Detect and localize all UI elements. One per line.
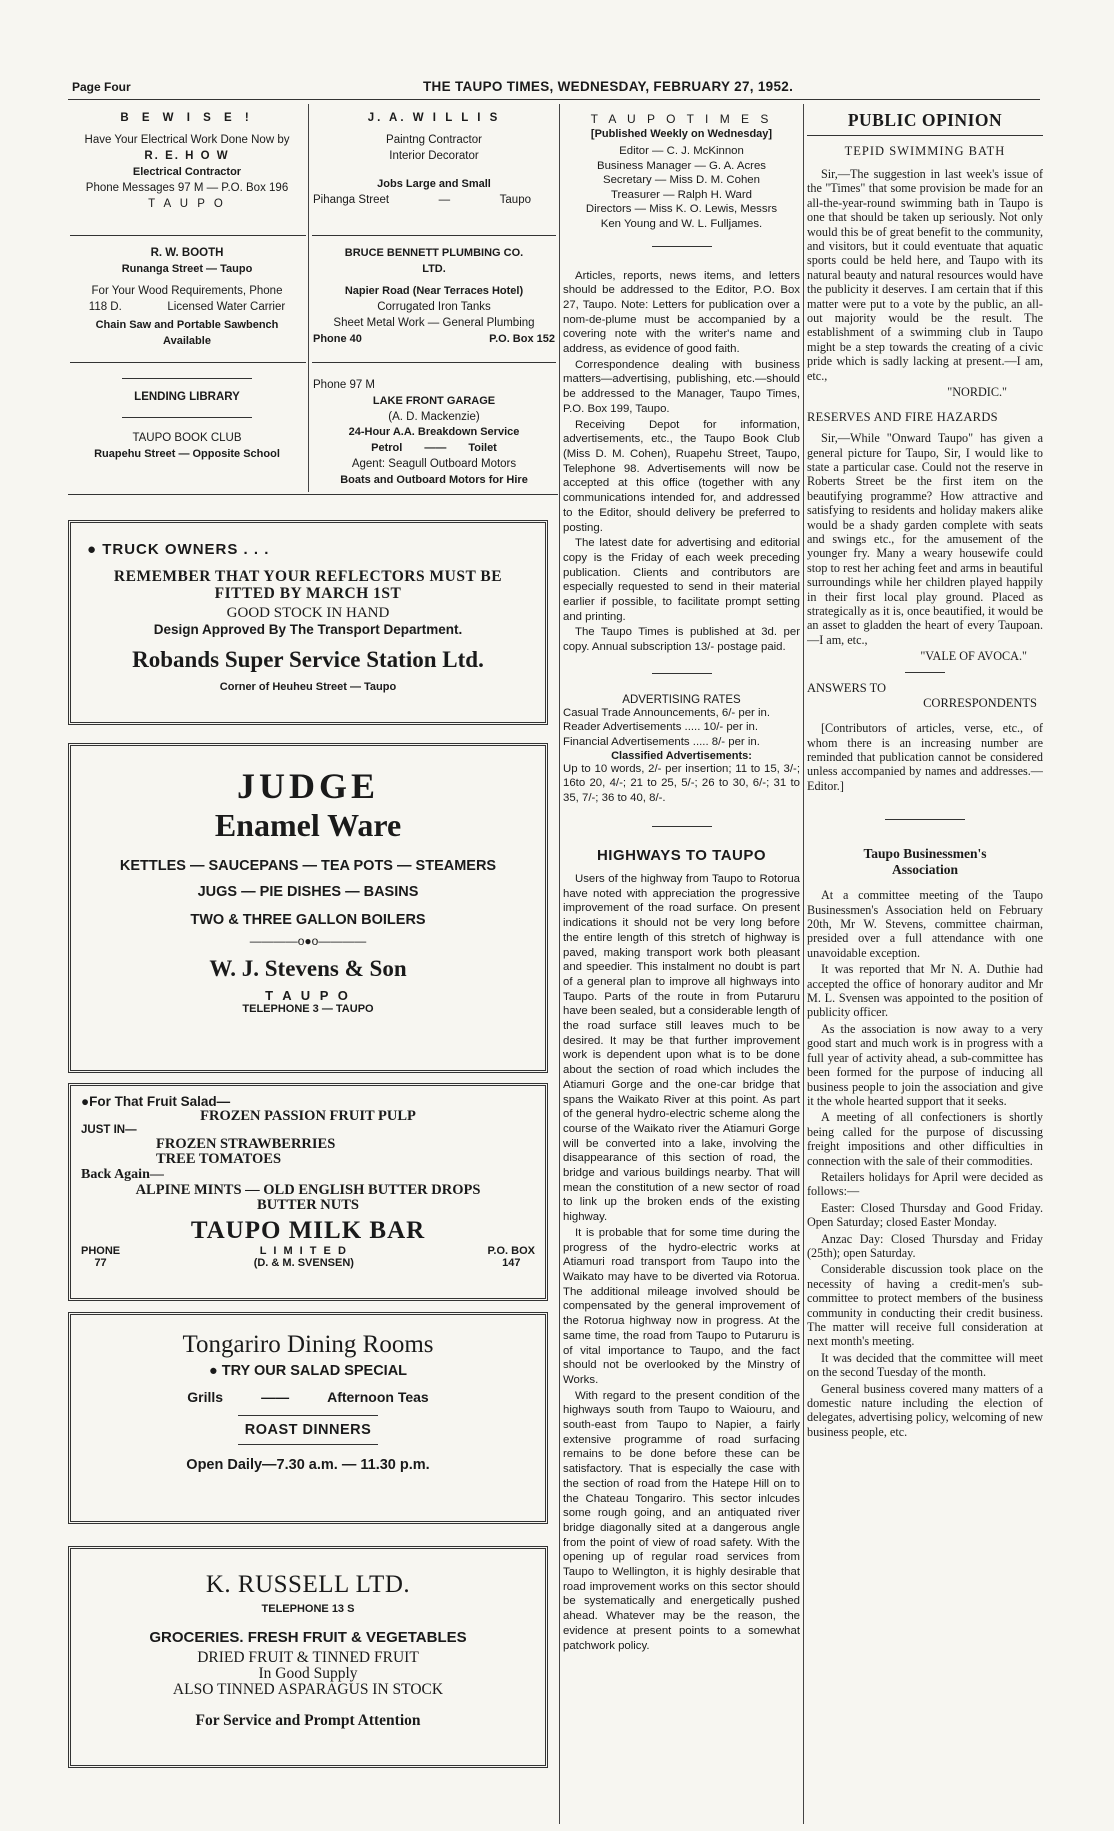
willis-role1: Paintng Contractor	[386, 134, 482, 146]
letter2-title: RESERVES AND FIRE HAZARDS	[807, 410, 998, 425]
robands-fitted: FITTED BY MARCH 1ST	[214, 585, 402, 602]
booth-street: Runanga Street — Taupo	[121, 263, 253, 275]
garage-petrol-row	[311, 441, 557, 457]
bennett-box: P.O. Box 152	[489, 333, 555, 345]
letter1: Sir,—The suggestion in last week's issue of the "Times" that some provision be made for an all-the-year-round swimming bath in Taupo is one that should be taken up seriously. Not only would this be of great benefit to the community, and visitors, but it could eventuate that aquatic sports could be held here, and Taupo with its natural beauty and natural resources would have the publicity it deserves. I am certain that if this matter were put to a vote by the public, an all-out majority would be the result. The establishment of a swimming club in Taupo might be a step towards the creating of a civic pride which is sadly lacking at present.—I am, etc.,	[807, 167, 1043, 383]
opinion-title: PUBLIC OPINION	[847, 110, 1003, 130]
willis-address	[311, 192, 557, 208]
robands-remember: REMEMBER THAT YOUR REFLECTORS MUST BE	[113, 568, 503, 585]
garage-owner: (A. D. Mackenzie)	[388, 410, 480, 423]
staff-line: Treasurer — Ralph H. Ward	[611, 188, 752, 201]
judge-line3: TWO & THREE GALLON BOILERS	[190, 912, 426, 928]
russell-groceries: GROCERIES. FRESH FRUIT & VEGETABLES	[149, 1629, 467, 1646]
willis-role2: Interior Decorator	[389, 150, 479, 162]
booth-saw-available: Available	[163, 335, 211, 347]
milk-owners: (D. & M. SVENSEN)	[253, 1257, 354, 1269]
judge-title: JUDGE	[236, 766, 379, 806]
milk-box-block: P.O. BOX 147	[487, 1245, 535, 1269]
rate-line: Financial Advertisements ..... 8/- per in.	[563, 736, 760, 749]
be-wise-town: T A U P O	[148, 198, 226, 210]
column-rule	[308, 104, 309, 492]
robands-name: Robands Super Service Station Ltd.	[132, 647, 484, 672]
bullet-icon: ●	[87, 541, 98, 558]
russell-dried: DRIED FRUIT & TINNED FRUIT	[197, 1649, 419, 1666]
report-paragraph: As the association is now away to a very good start and much work is in progress with a full year of activity ahead, a sub-committee has been formed for the purpose of inducing all business people to join the association and give it the whole hearted support that it seeks.	[807, 1021, 1043, 1108]
milk-phone-block: PHONE 77	[81, 1245, 121, 1269]
staff-line: Ken Young and W. L. Fulljames.	[600, 217, 763, 230]
milk-name: TAUPO MILK BAR	[190, 1217, 426, 1244]
ad-tongariro	[68, 1312, 548, 1524]
library-title: LENDING LIBRARY	[134, 391, 240, 403]
highways-title: HIGHWAYS TO TAUPO	[596, 847, 767, 865]
willis-tagline: Jobs Large and Small	[377, 178, 491, 190]
notice-paragraph: Articles, reports, news items, and letters should be addressed to the Editor, P.O. Box 27, Taupo. Note: Letters for publication over a nom-de-plume must be accompanied by a covering note with the writer's name and address, as evidence of good faith.	[563, 269, 800, 356]
article-paragraph: With regard to the present condition of the highways south from Taupo to Waiouru, and south-east from Taupo to Napier, a fairly extensive programme of road surfacing remains to be done before these can be satisfactory. That is especially the case with the section of road from the Hatepe Hill on to the Chateau Tongariro. This sector inlcudes some rough going, and an antiquated river bridge diagonally sited at a dangerous angle from the point of view of road safety. With the opening up of regular road services from Taupo to Wellington, it is highly desirable that road improvement works on this sector should be systematically and energetically pushed ahead. Whatever may be the reason, the evidence at present points to a somewhat patchwork policy.	[563, 1389, 800, 1652]
letter2: Sir,—While "Onward Taupo" has given a general picture for Taupo, Sir, I would like to state a particular case. Could not the reserve in Roberts Street be the first item on the beautifying programme? How attractive and satisfying to residents and holiday makers alike would be a shady garden complete with seats and swings etc., for the amusement of the younger fry. Many a weary housewife could stop to rest her aching feet and arms in beautiful surroundings while her children played happily in their first local play ground. Placed as strategically as it is, once beautified, it would be an asset to gladden the heart of every Taupoan.—I am, etc.,	[807, 431, 1043, 647]
booth-phone-row	[66, 299, 308, 315]
booth-saw: Chain Saw and Portable Sawbench	[95, 319, 279, 331]
milk-nuts: BUTTER NUTS	[257, 1197, 359, 1213]
report-paragraph: Retailers holidays for April were decided as follows:—	[807, 1169, 1043, 1199]
masthead: THE TAUPO TIMES, WEDNESDAY, FEBRUARY 27, 1952.	[423, 79, 794, 94]
russell-service: For Service and Prompt Attention	[195, 1712, 421, 1729]
highways-article	[563, 872, 800, 1653]
willis-name: J. A. W I L L I S	[367, 112, 501, 124]
booth-phone: 118 D.	[88, 301, 122, 313]
judge-phone: TELEPHONE 3 — TAUPO	[242, 1003, 374, 1015]
notice-paragraph: Correspondence dealing with business matters—advertising, publishing, etc.—should be addressed to the Manager, Taupo Times, P.O. Box 199, Taupo.	[563, 358, 800, 415]
russell-supply: In Good Supply	[258, 1665, 358, 1682]
judge-town: T A U P O	[265, 988, 351, 1003]
report-paragraph: It was reported that Mr N. A. Duthie had accepted the office of honorary auditor and Mr M. L. Svensen was appointed to the position of publicity officer.	[807, 962, 1043, 1020]
answers: [Contributors of articles, verse, etc., of whom there is an increasing number are reminded that publication cannot be considered unless accompanied by names and addresses.—Editor.]	[807, 721, 1043, 793]
ad-milk-bar	[68, 1083, 548, 1301]
times-notice	[563, 269, 800, 655]
ornament: ————o●o————	[249, 934, 367, 948]
page-header	[68, 78, 1028, 98]
short-rule	[652, 673, 712, 674]
ad-garage	[311, 378, 557, 489]
bennett-sheet: Sheet Metal Work — General Plumbing	[333, 317, 535, 329]
short-rule	[238, 1415, 378, 1416]
tongariro-roast: ROAST DINNERS	[244, 1422, 372, 1438]
bennett-phone: Phone 40	[313, 333, 362, 345]
tongariro-grills: Grills	[187, 1389, 224, 1405]
milk-intro: ●For That Fruit Salad—	[81, 1094, 231, 1109]
short-rule	[652, 246, 712, 247]
bennett-name: BRUCE BENNETT PLUMBING CO.	[344, 247, 524, 259]
be-wise-name: R. E. H O W	[144, 150, 230, 162]
ad-library	[66, 374, 308, 462]
milk-footer	[81, 1245, 535, 1269]
library-club: TAUPO BOOK CLUB	[132, 432, 242, 444]
bennett-contact	[311, 331, 557, 347]
rates-title: ADVERTISING RATES	[622, 693, 741, 706]
ad-robands	[68, 520, 548, 725]
times-title: T A U P O T I M E S	[590, 112, 773, 126]
garage-phone: Phone 97 M	[313, 379, 376, 391]
letter2-sign: "VALE OF AVOCA."	[920, 649, 1027, 664]
notice-paragraph: The latest date for advertising and editorial copy is the Friday of each week preceding publication. Clients and contributors are especially requested to send in their material earlier if possible, to facilitate prompt setting and printing.	[563, 537, 800, 623]
milk-strawberries: FROZEN STRAWBERRIES	[156, 1136, 336, 1152]
notice-paragraph: Receiving Depot for information, advertisements, etc., the Taupo Book Club (Miss D. M. Cohen), Ruapehu Street, Taupo, Telephone 98. Advertisements will now be accepted at this office (together with any communications intended for, and addressed to the Editor, should delivery be preferred to posting.	[563, 418, 800, 534]
tongariro-dash: ——	[261, 1389, 290, 1405]
be-wise-line: Have Your Electrical Work Done Now by	[84, 134, 290, 146]
booth-name: R. W. BOOTH	[150, 247, 224, 259]
garage-dash: ——	[424, 442, 447, 455]
times-sub: [Published Weekly on Wednesday]	[590, 128, 773, 140]
russell-asparagus: ALSO TINNED ASPARAGUS IN STOCK	[172, 1681, 444, 1698]
be-wise-role: Electrical Contractor	[132, 166, 242, 178]
milk-mints: ALPINE MINTS — OLD ENGLISH BUTTER DROPS	[135, 1182, 481, 1198]
short-rule	[122, 378, 252, 379]
business-title: Taupo Businessmen's	[863, 846, 987, 862]
letter1-title: TEPID SWIMMING BATH	[844, 144, 1006, 158]
divider	[312, 362, 556, 363]
rates-list	[563, 706, 800, 750]
milk-justin: JUST IN—	[81, 1124, 137, 1136]
be-wise-title: B E W I S E !	[120, 112, 254, 124]
page-label: Page Four	[72, 80, 131, 94]
tongariro-teas: Afternoon Teas	[327, 1389, 429, 1405]
ad-booth	[66, 245, 308, 349]
article-paragraph: Users of the highway from Taupo to Rotorua have noted with appreciation the progressive improvement of the road surface. On present indications it should not be very long before the entire length of this stretch of highway is paved, making transport work both pleasant and speedier. This instalment no doubt is part of a general plan to improve all highways into Taupo. Parts of the route in from Putaruru have been sealed, but a considerable length of the road surface still leaves much to be desired. It may be that further improvement work is dependent upon what is to be done about the section of road which includes the Atiamuri Gorge and the one-car bridge that spans the Waikato River at this point. As part of the general hydro-electric scheme along the course of the Waikato river the Atiamuri Gorge will be converted into a lake, involving the disappearance of this section of road, the bridge and various buildings nearby. That will mean the constitution of a new sector of road to link up the broken ends of the existing highway.	[563, 873, 800, 1224]
divider	[68, 494, 558, 495]
report-paragraph: At a committee meeting of the Taupo Businessmen's Association held on February 20th, Mr W. Stevens, committee chairman, presided over a full attendance with one unavoidable exception.	[807, 888, 1043, 960]
staff-line: Editor — C. J. McKinnon	[619, 145, 744, 157]
bennett-iron: Corrugated Iron Tanks	[377, 301, 491, 313]
judge-line1: KETTLES — SAUCEPANS — TEA POTS — STEAMERS	[119, 858, 497, 874]
divider	[70, 362, 306, 363]
milk-box: 147	[502, 1257, 521, 1269]
tongariro-name: Tongariro Dining Rooms	[182, 1331, 434, 1358]
staff-line: Business Manager — G. A. Acres	[596, 159, 767, 172]
garage-petrol: Petrol	[371, 442, 403, 455]
times-staff	[563, 144, 800, 232]
milk-pulp: FROZEN PASSION FRUIT PULP	[200, 1108, 416, 1124]
answers-subtitle: CORRESPONDENTS	[923, 696, 1037, 711]
classified-rates: Up to 10 words, 2/- per insertion; 11 to 15, 3/-; 16to 20, 4/-; 21 to 25, 5/-; 26 to 30, 6/-; 31 to 35, 7/-; 36 to 40, 8/-.	[563, 762, 800, 805]
russell-name: K. RUSSELL LTD.	[205, 1571, 411, 1598]
ad-russell	[68, 1546, 548, 1768]
header-rule	[68, 99, 1040, 100]
staff-line: Directors — Miss K. O. Lewis, Messrs	[585, 203, 778, 216]
short-rule	[905, 672, 945, 673]
garage-agent: Agent: Seagull Outboard Motors	[351, 457, 517, 470]
rate-line: Casual Trade Announcements, 6/- per in.	[563, 706, 771, 719]
garage-toilet: Toilet	[468, 442, 497, 455]
short-rule	[238, 1444, 378, 1445]
business-report	[807, 888, 1043, 1439]
booth-carrier: Licensed Water Carrier	[167, 301, 286, 313]
tongariro-salad: ● TRY OUR SALAD SPECIAL	[208, 1363, 408, 1379]
robands-title: ● TRUCK OWNERS . . .	[87, 541, 270, 558]
divider	[70, 235, 306, 236]
rate-line: Reader Advertisements ..... 10/- per in.	[563, 721, 758, 734]
column-rule	[559, 104, 560, 1824]
report-paragraph: General business covered many matters of a domestic nature including the election of delegates, advertising policy, welcoming of new business people, etc.	[807, 1381, 1043, 1439]
milk-back: Back Again—	[81, 1167, 164, 1182]
business-subtitle: Association	[891, 862, 958, 878]
opinion-column	[807, 110, 1043, 1441]
judge-subtitle: Enamel Ware	[214, 807, 402, 843]
willis-dash: —	[438, 194, 451, 206]
column-rule	[803, 104, 804, 1824]
ad-willis	[311, 110, 557, 208]
bennett-ltd: LTD.	[422, 263, 446, 275]
garage-boats: Boats and Outboard Motors for Hire	[340, 473, 528, 486]
milk-tomatoes: TREE TOMATOES	[156, 1151, 282, 1167]
robands-design: Design Approved By The Transport Department.	[153, 622, 463, 637]
short-rule	[885, 819, 965, 820]
garage-name: LAKE FRONT GARAGE	[372, 394, 496, 407]
answers-title: ANSWERS TO	[807, 681, 887, 696]
willis-town: Taupo	[499, 194, 531, 206]
letter1-sign: "NORDIC."	[947, 385, 1007, 400]
be-wise-phone: Phone Messages 97 M — P.O. Box 196	[85, 182, 289, 194]
report-paragraph: Easter: Closed Thursday and Good Friday. Open Saturday; closed Easter Monday.	[807, 1200, 1043, 1230]
report-paragraph: Anzac Day: Closed Thursday and Friday (25th); open Saturday.	[807, 1231, 1043, 1260]
article-paragraph: It is probable that for some time during the progress of the hydro-electric works at Atiamuri road transport from Taupo into the Waikato may have to be diverted via Rotorua. The additional mileage involved should be compensated by the general improvement of the Rotorua highway now in progress. At the same time, the road from Taupo to Putaruru is of vital importance to Taupo, and the fact should not be overlooked by the Minstry of Works.	[563, 1226, 800, 1386]
judge-stevens: W. J. Stevens & Son	[209, 956, 407, 981]
report-paragraph: It was decided that the committee will meet on the second Tuesday of the month.	[807, 1350, 1043, 1380]
russell-phone: TELEPHONE 13 S	[261, 1603, 355, 1615]
tongariro-menu	[77, 1389, 539, 1405]
garage-service: 24-Hour A.A. Breakdown Service	[348, 426, 520, 439]
library-street: Ruapehu Street — Opposite School	[94, 448, 280, 460]
opinion-rule	[807, 135, 1043, 136]
staff-line: Secretary — Miss D. M. Cohen	[603, 174, 760, 187]
tongariro-open: Open Daily—7.30 a.m. — 11.30 p.m.	[186, 1457, 430, 1473]
classified-title: Classified Advertisements:	[611, 749, 752, 762]
times-column	[563, 112, 800, 1654]
short-rule	[652, 826, 712, 827]
ad-judge	[68, 743, 548, 1073]
ad-bennett	[311, 245, 557, 347]
judge-line2: JUGS — PIE DISHES — BASINS	[197, 884, 419, 900]
robands-corner: Corner of Heuheu Street — Taupo	[219, 681, 397, 693]
report-paragraph: A meeting of all confectioners is shortly being called for the purpose of discussing freight impositions and other difficulties in connection with the sale of their commodities.	[807, 1110, 1043, 1168]
short-rule	[122, 417, 252, 418]
ad-be-wise	[66, 110, 308, 212]
milk-limited-block: L I M I T E D (D. & M. SVENSEN)	[253, 1245, 354, 1269]
report-paragraph: Considerable discussion took place on the necessity of having a credit-men's sub-committee to protect members of the business community in conducting their credit business. The matter will receive full consideration at next month's meeting.	[807, 1262, 1043, 1349]
bennett-road: Napier Road (Near Terraces Hotel)	[344, 285, 524, 297]
divider	[312, 235, 556, 236]
milk-phone: 77	[94, 1257, 107, 1269]
booth-line: For Your Wood Requirements, Phone	[91, 285, 283, 297]
notice-paragraph: The Taupo Times is published at 3d. per copy. Annual subscription 13/- postage paid.	[563, 626, 800, 654]
willis-street: Pihanga Street	[313, 194, 390, 206]
robands-stock: GOOD STOCK IN HAND	[226, 605, 390, 621]
